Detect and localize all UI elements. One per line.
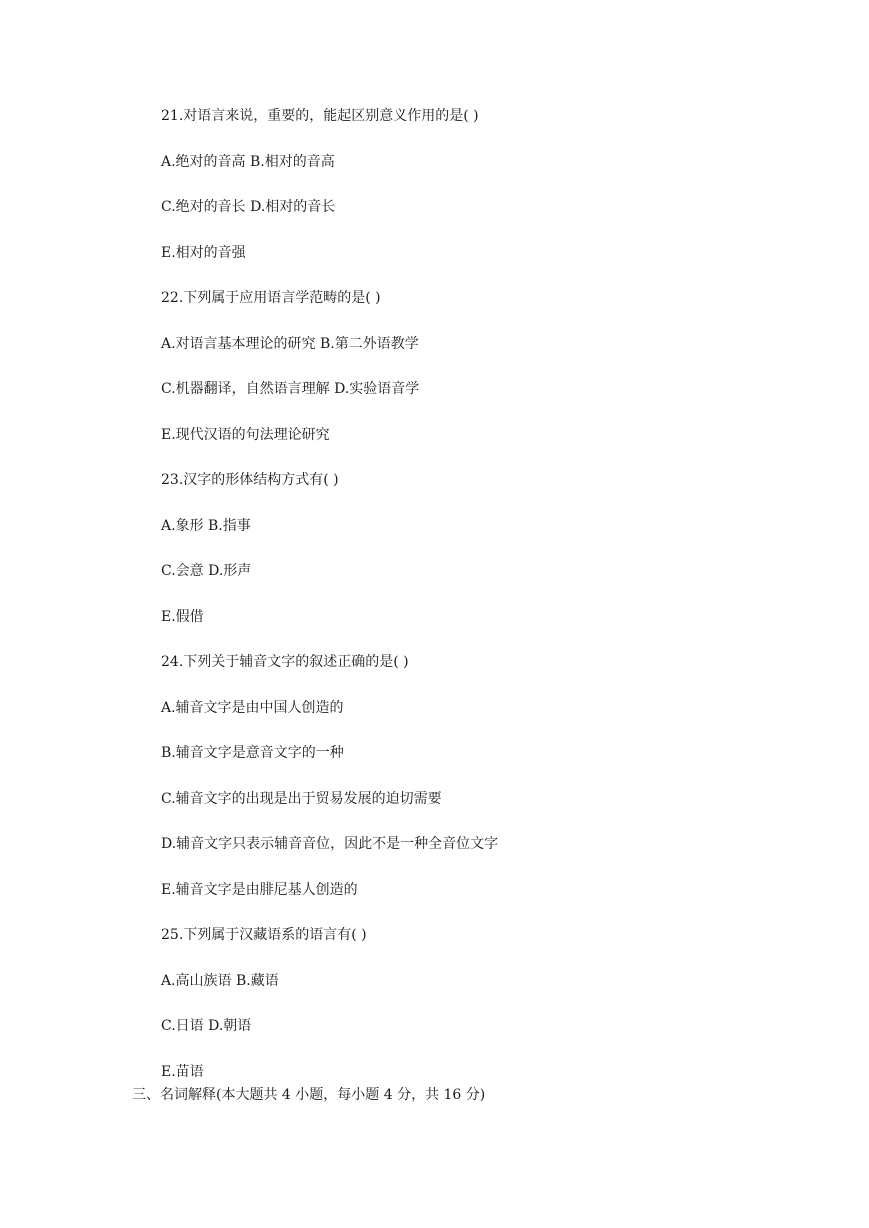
question-21-options-ab: A.绝对的音高 B.相对的音高 (161, 154, 335, 170)
question-23-options-cd: C.会意 D.形声 (161, 563, 252, 579)
question-21-option-e: E.相对的音强 (161, 245, 246, 261)
question-24-option-c: C.辅音文字的出现是出于贸易发展的迫切需要 (161, 791, 442, 807)
question-23-options-ab: A.象形 B.指事 (161, 518, 251, 534)
question-25-stem: 25.下列属于汉藏语系的语言有( ) (161, 927, 367, 943)
question-24-option-e: E.辅音文字是由腓尼基人创造的 (161, 882, 358, 898)
question-21-stem: 21.对语言来说，重要的，能起区别意义作用的是( ) (161, 108, 479, 124)
question-25-option-e: E.苗语 (161, 1064, 204, 1080)
question-22-options-ab: A.对语言基本理论的研究 B.第二外语教学 (161, 336, 419, 352)
question-25-options-ab: A.高山族语 B.藏语 (161, 973, 279, 989)
question-24-stem: 24.下列关于辅音文字的叙述正确的是( ) (161, 654, 409, 670)
question-21-options-cd: C.绝对的音长 D.相对的音长 (161, 199, 336, 215)
question-24-option-b: B.辅音文字是意音文字的一种 (161, 745, 344, 761)
question-22-options-cd: C.机器翻译，自然语言理解 D.实验语音学 (161, 381, 420, 397)
question-22-option-e: E.现代汉语的句法理论研究 (161, 427, 330, 443)
question-23-stem: 23.汉字的形体结构方式有( ) (161, 472, 339, 488)
question-24-option-d: D.辅音文字只表示辅音音位，因此不是一种全音位文字 (161, 836, 499, 852)
question-23-option-e: E.假借 (161, 609, 204, 625)
question-24-option-a: A.辅音文字是由中国人创造的 (161, 700, 344, 716)
question-25-options-cd: C.日语 D.朝语 (161, 1018, 252, 1034)
section-heading: 三、名词解释(本大题共 4 小题，每小题 4 分，共 16 分) (132, 1087, 486, 1103)
question-22-stem: 22.下列属于应用语言学范畴的是( ) (161, 290, 381, 306)
